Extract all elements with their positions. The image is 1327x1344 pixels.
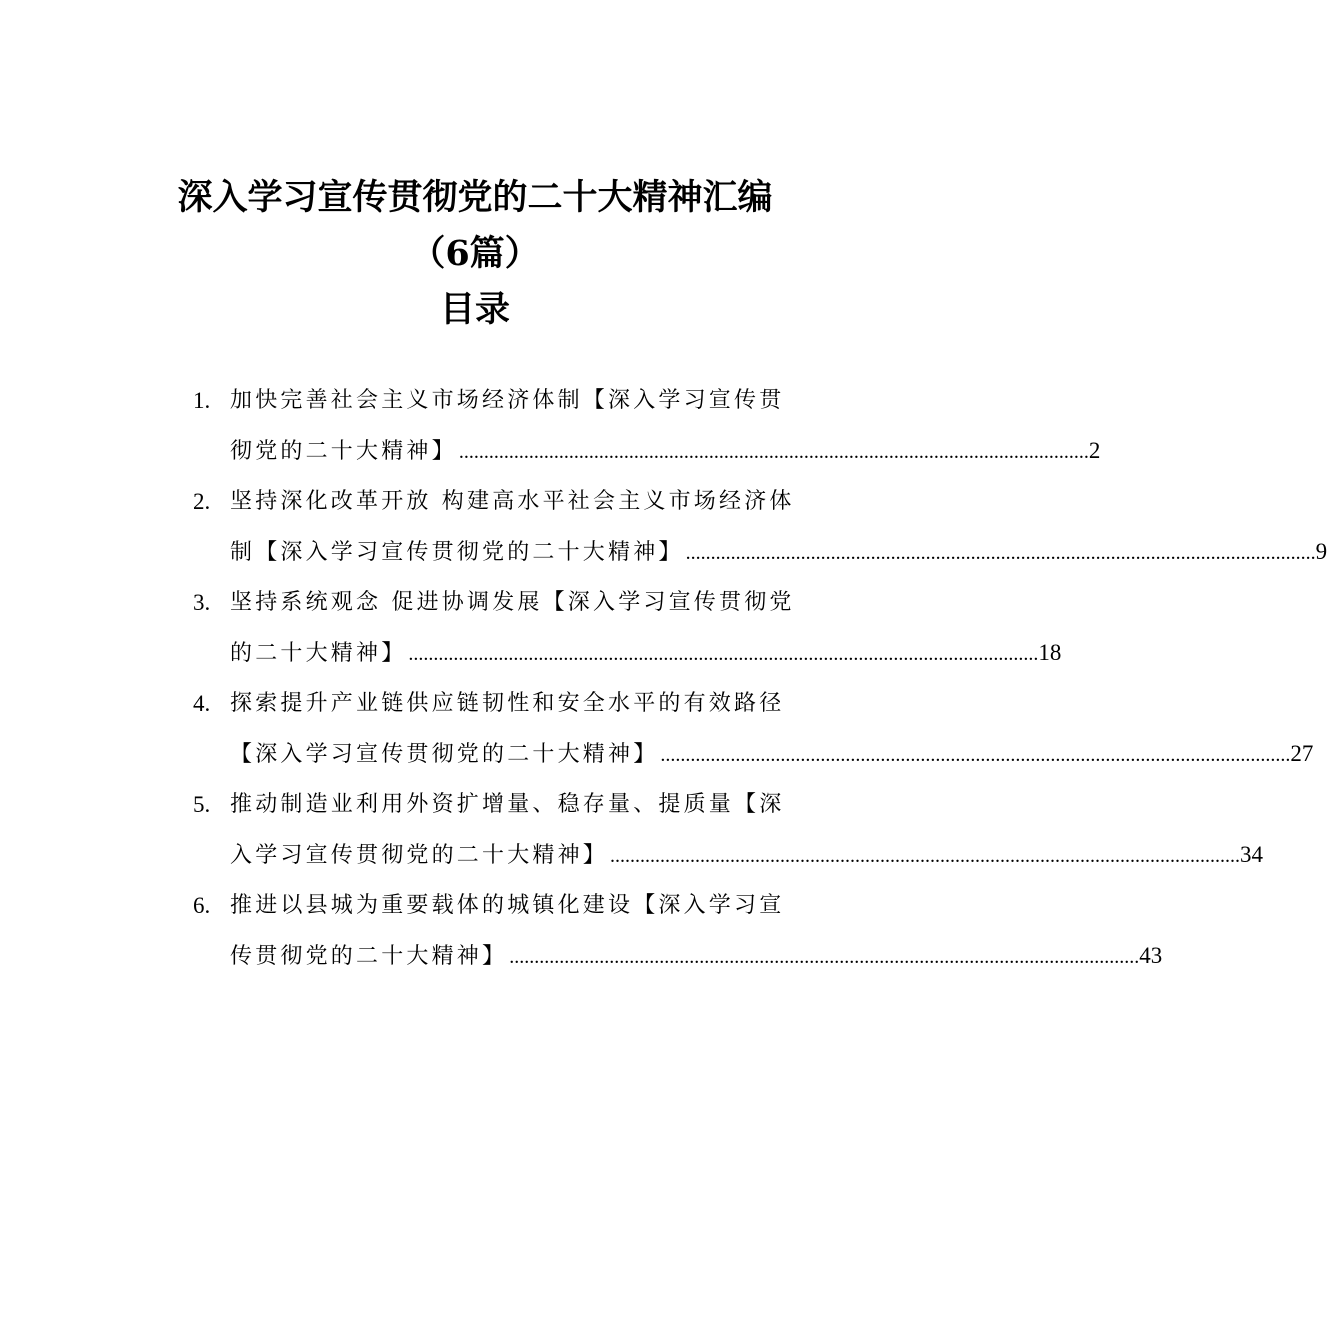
toc-item-number: 5.: [193, 792, 211, 817]
toc-item-title: 推动制造业利用外资扩增量、稳存量、提质量【深: [230, 792, 785, 817]
toc-item-page: 43: [1139, 943, 1163, 968]
toc-item-title-cont: 的二十大精神】: [230, 641, 407, 666]
toc-item-1[interactable]: [193, 376, 1101, 477]
toc-item-page: 2: [1088, 438, 1101, 463]
toc-item-title: 推进以县城为重要载体的城镇化建设【深入学习宣: [230, 893, 785, 918]
toc-item-title-cont: 【深入学习宣传贯彻党的二十大精神】: [230, 742, 659, 767]
toc-item-number: 6.: [193, 893, 211, 918]
document-title: [0, 170, 950, 338]
toc-item-page: 27: [1290, 741, 1314, 766]
toc-item-page: 34: [1240, 842, 1264, 867]
toc-item-6[interactable]: [193, 881, 1163, 982]
toc-item-title-cont: 制【深入学习宣传贯彻党的二十大精神】: [230, 540, 684, 565]
dot-leader: ..............................................................................................................................: [660, 744, 1291, 766]
toc-item-title: 坚持系统观念 促进协调发展【深入学习宣传贯彻党: [230, 590, 795, 615]
toc-item-page: 9: [1315, 539, 1327, 564]
toc-item-number: 1.: [193, 388, 211, 413]
toc-item-title-cont: 入学习宣传贯彻党的二十大精神】: [230, 843, 609, 868]
toc-item-5[interactable]: [193, 780, 1264, 881]
toc-item-number: 2.: [193, 489, 211, 514]
toc-item-title: 加快完善社会主义市场经济体制【深入学习宣传贯: [230, 388, 785, 413]
toc-item-title: 坚持深化改革开放 构建高水平社会主义市场经济体: [230, 489, 795, 514]
toc-item-4[interactable]: [193, 679, 1314, 780]
title-main: 深入学习宣传贯彻党的二十大精神汇编: [177, 177, 773, 218]
dot-leader: ..............................................................................................................................: [408, 643, 1039, 665]
toc-item-title-cont: 传贯彻党的二十大精神】: [230, 944, 508, 969]
toc-item-number: 3.: [193, 590, 211, 615]
toc-item-title-cont: 彻党的二十大精神】: [230, 439, 457, 464]
table-of-contents: [193, 376, 1327, 982]
dot-leader: ..............................................................................................................................: [458, 441, 1089, 463]
dot-leader: ..............................................................................................................................: [610, 845, 1241, 867]
toc-item-3[interactable]: [193, 578, 1062, 679]
dot-leader: ..............................................................................................................................: [685, 542, 1316, 564]
title-count: （6篇）: [410, 233, 540, 274]
title-contents: 目录: [439, 289, 510, 330]
toc-item-title: 探索提升产业链供应链韧性和安全水平的有效路径: [230, 691, 785, 716]
toc-item-page: 18: [1038, 640, 1062, 665]
toc-item-2[interactable]: [193, 477, 1327, 578]
dot-leader: ..............................................................................................................................: [509, 946, 1140, 968]
toc-item-number: 4.: [193, 691, 211, 716]
